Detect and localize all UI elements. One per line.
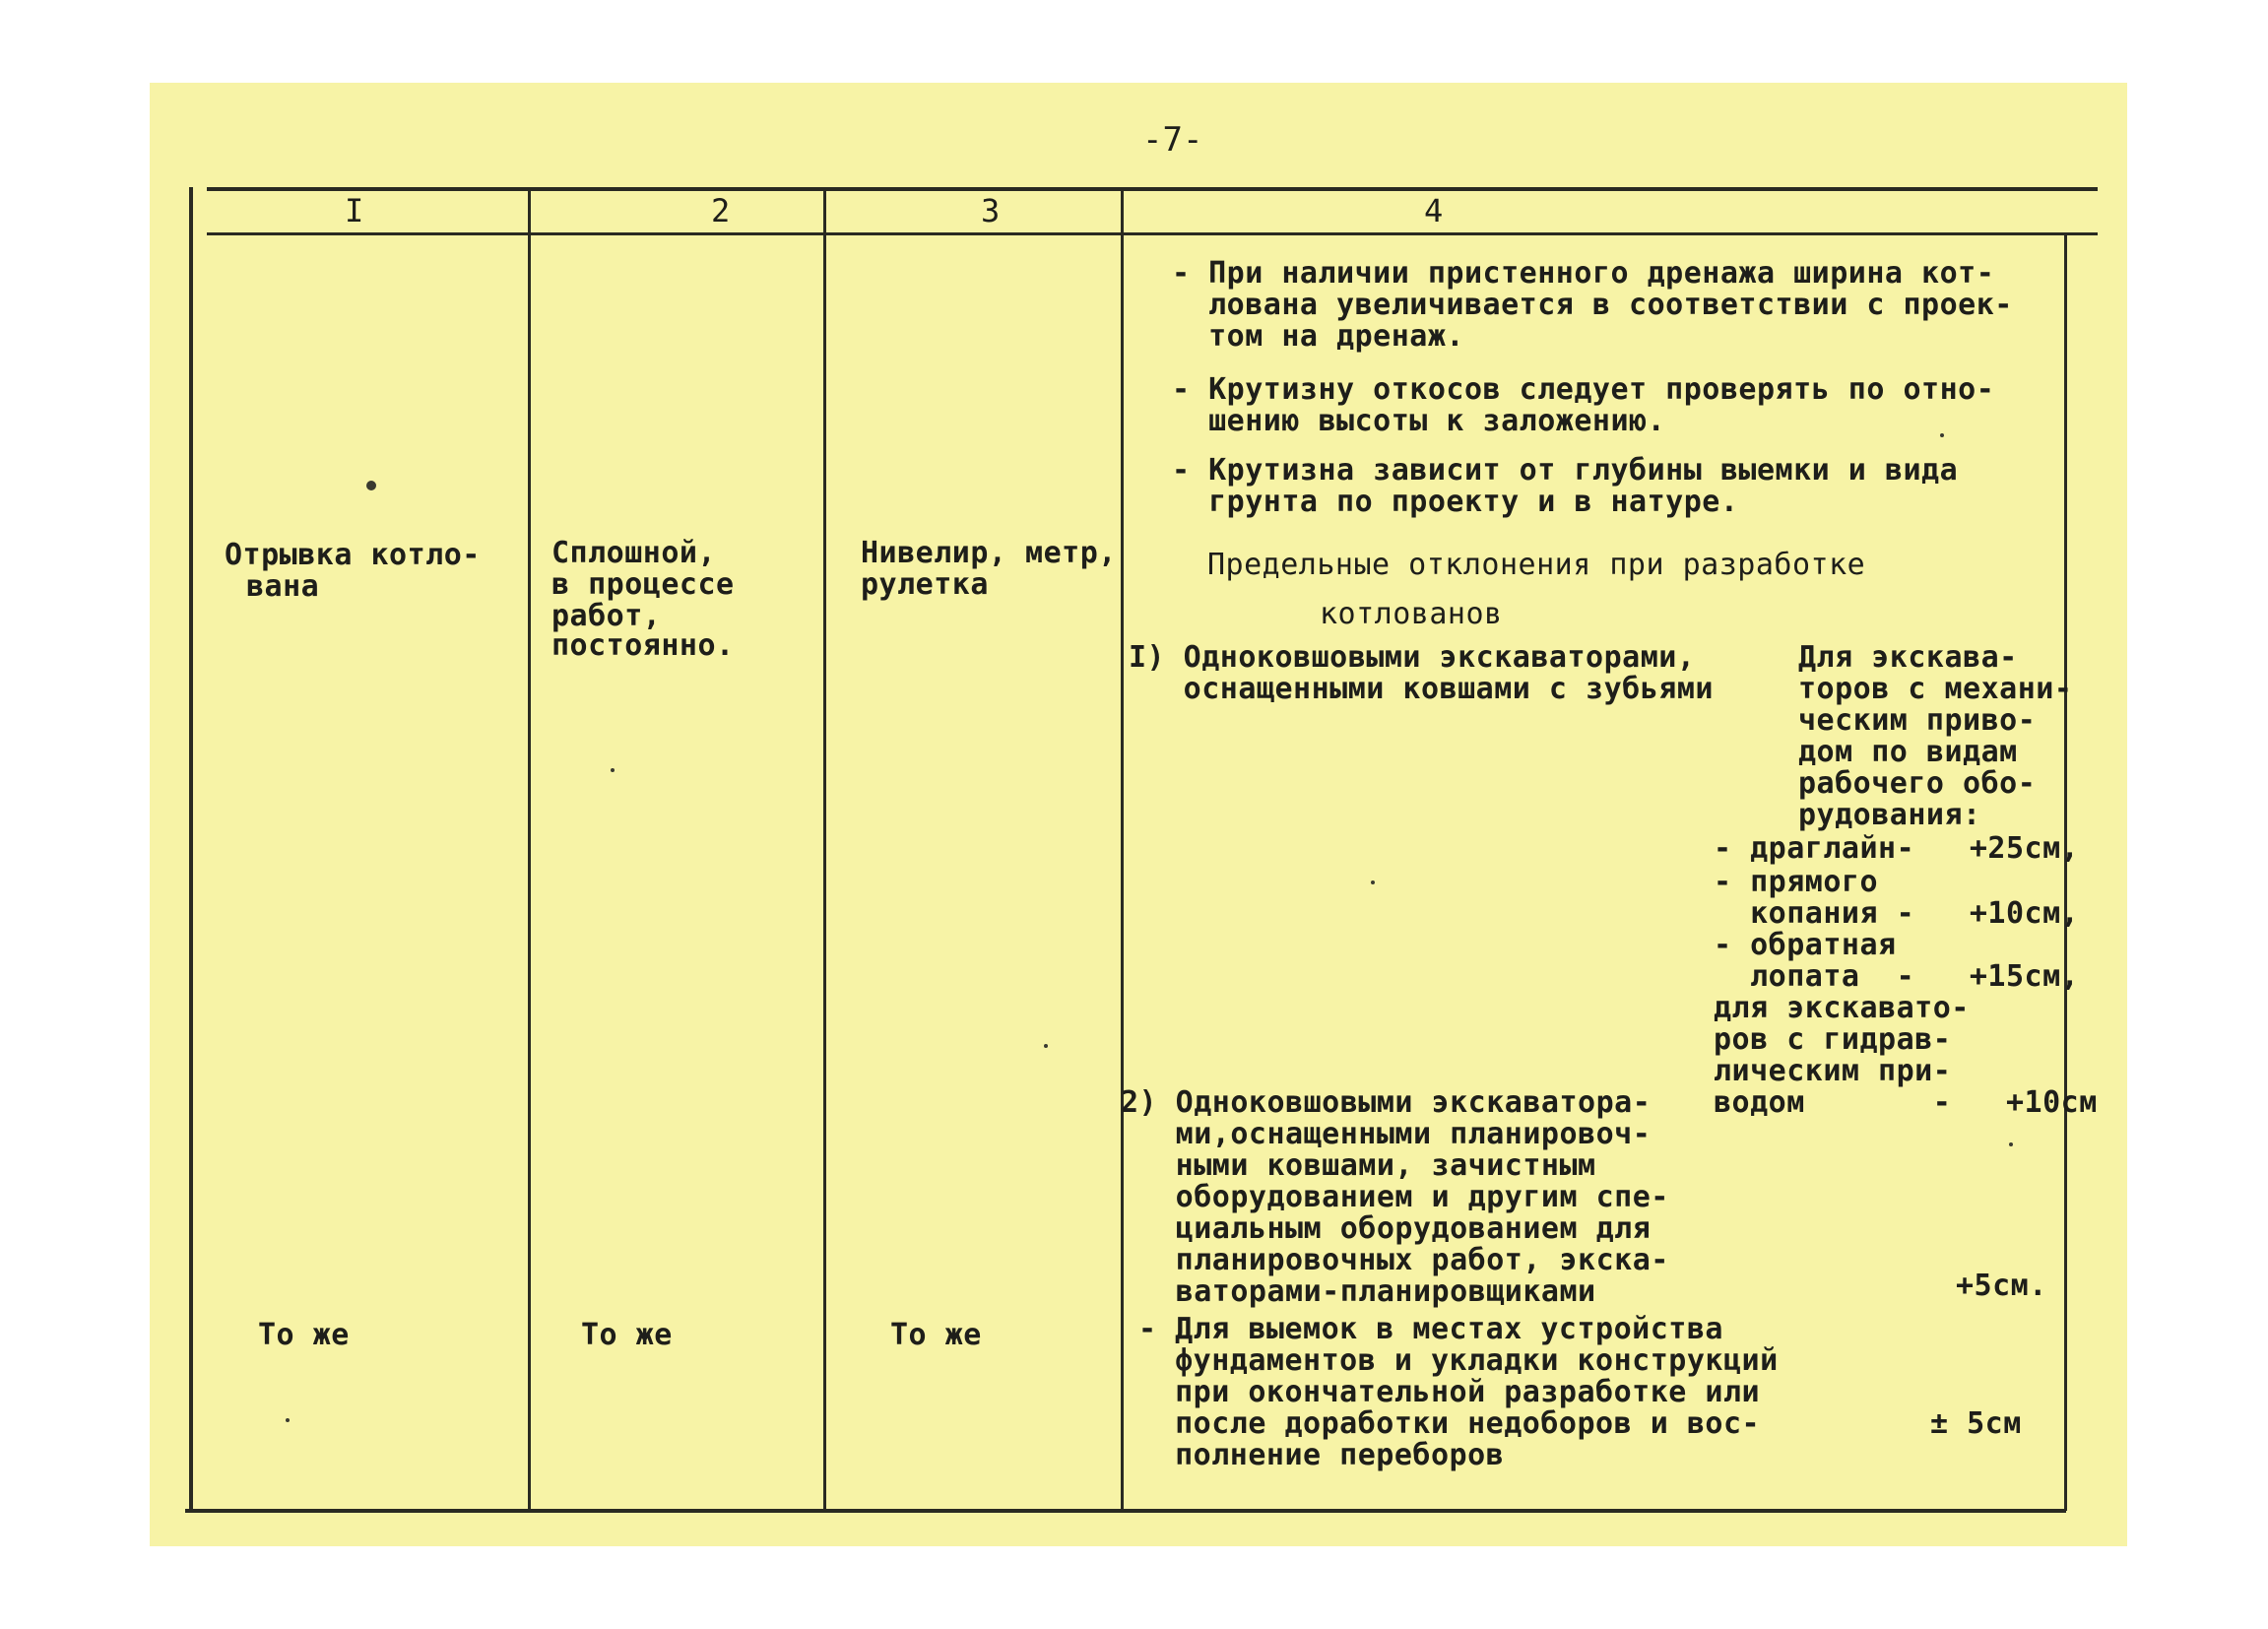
item2-line5: циальным оборудованием для <box>1121 1211 1652 1246</box>
backhoe-line1: - обратная <box>1714 928 1897 962</box>
column-header-1: I <box>345 192 364 229</box>
row1-col1-line1: Отрывка котло- <box>225 538 481 572</box>
item2-line1: 2) Одноковшовыми экскаватора- <box>1121 1085 1652 1120</box>
note-drainage-line1: - При наличии пристенного дренажа ширина кот- <box>1172 256 1995 291</box>
row2-col1: То же <box>258 1318 350 1352</box>
item2-value: +5см. <box>1956 1269 2047 1303</box>
row2-text-line3: при окончательной разработке или <box>1138 1375 1761 1409</box>
column-divider-1 <box>528 187 531 1511</box>
column-divider-2 <box>823 187 826 1511</box>
scan-speck <box>1940 433 1944 437</box>
item1-line1: I) Одноковшовыми экскаваторами, <box>1129 640 1696 675</box>
row1-col1-line2: вана <box>246 569 320 604</box>
note-drainage-line3: том на дренаж. <box>1172 319 1464 354</box>
row2-text-line1: - Для выемок в местах устройства <box>1138 1312 1723 1346</box>
row2-text-line4: после доработки недоборов и вос- <box>1138 1406 1761 1441</box>
straight-shovel-line2: копания - +10см, <box>1714 896 2080 931</box>
row1-col3-line2: рулетка <box>861 567 989 602</box>
column-header-4: 4 <box>1424 192 1444 229</box>
mech-excavators-line3: ческим приво- <box>1798 703 2037 738</box>
page-number: -7- <box>1142 120 1203 160</box>
hydraulic-line3: лическим при- <box>1714 1054 1952 1088</box>
item2-line6: планировочных работ, экска- <box>1121 1243 1669 1277</box>
column-header-3: 3 <box>981 192 1001 229</box>
item1-line2: оснащенными ковшами с зубьями <box>1129 672 1714 706</box>
note-drainage-line2: лована увеличивается в соответствии с проек- <box>1172 288 2013 322</box>
deviations-heading-line1: Предельные отклонения при разработке <box>1207 548 1866 582</box>
scan-speck <box>611 768 615 772</box>
scan-speck <box>1371 880 1375 884</box>
row2-col3: То же <box>890 1318 982 1352</box>
backhoe-line2: лопата - +15см, <box>1714 959 2080 994</box>
mech-excavators-line5: рабочего обо- <box>1798 766 2037 801</box>
item2-line7: ваторами-планировщиками <box>1121 1274 1596 1309</box>
note-slope-depends-line2: грунта по проекту и в натуре. <box>1172 485 1739 519</box>
note-slope-check-line1: - Крутизну откосов следует проверять по отно- <box>1172 372 1995 407</box>
item2-line3: ными ковшами, зачистным <box>1121 1148 1596 1183</box>
table-top-border <box>207 187 2098 191</box>
mech-excavators-line2: торов с механи- <box>1798 672 2073 706</box>
row2-text-line2: фундаментов и укладки конструкций <box>1138 1343 1779 1378</box>
hydraulic-line1: для экскавато- <box>1714 991 1970 1025</box>
straight-shovel-line1: - прямого <box>1714 865 1879 899</box>
mech-excavators-line6: рудования: <box>1798 798 1981 832</box>
column-header-2: 2 <box>711 192 731 229</box>
column-divider-3 <box>1121 187 1124 1511</box>
mech-excavators-line1: Для экскава- <box>1798 640 2018 675</box>
row2-text-line5: полнение переборов <box>1138 1438 1505 1472</box>
row1-col2-line2: в процессе <box>551 567 735 602</box>
scan-speck <box>2009 1142 2013 1146</box>
deviations-heading-line2: котлованов <box>1320 597 1503 631</box>
table-bottom-border <box>185 1509 2066 1513</box>
row1-col2-line3: работ, <box>551 599 662 633</box>
hydraulic-line4: водом - +10см <box>1714 1085 2098 1120</box>
row2-value: ± 5см <box>1930 1406 2022 1441</box>
table-left-border <box>189 187 193 1511</box>
row1-col3-line1: Нивелир, метр, <box>861 536 1117 570</box>
row1-col2-line4: постоянно. <box>551 628 735 663</box>
item2-line2: ми,оснащенными планировоч- <box>1121 1117 1652 1151</box>
mech-excavators-line4: дом по видам <box>1798 735 2018 769</box>
dragline-deviation: - драглайн- +25см, <box>1714 831 2080 866</box>
row1-col2-line1: Сплошной, <box>551 536 717 570</box>
scan-speck <box>366 481 376 490</box>
hydraulic-line2: ров с гидрав- <box>1714 1022 1952 1057</box>
scan-speck <box>1044 1044 1048 1048</box>
note-slope-depends-line1: - Крутизна зависит от глубины выемки и вида <box>1172 453 1959 488</box>
header-bottom-border <box>207 232 2098 235</box>
note-slope-check-line2: шению высоты к заложению. <box>1172 404 1666 438</box>
scan-speck <box>286 1418 290 1422</box>
row2-col2: То же <box>581 1318 673 1352</box>
item2-line4: оборудованием и другим спе- <box>1121 1180 1669 1214</box>
table-right-border <box>2064 232 2067 1511</box>
